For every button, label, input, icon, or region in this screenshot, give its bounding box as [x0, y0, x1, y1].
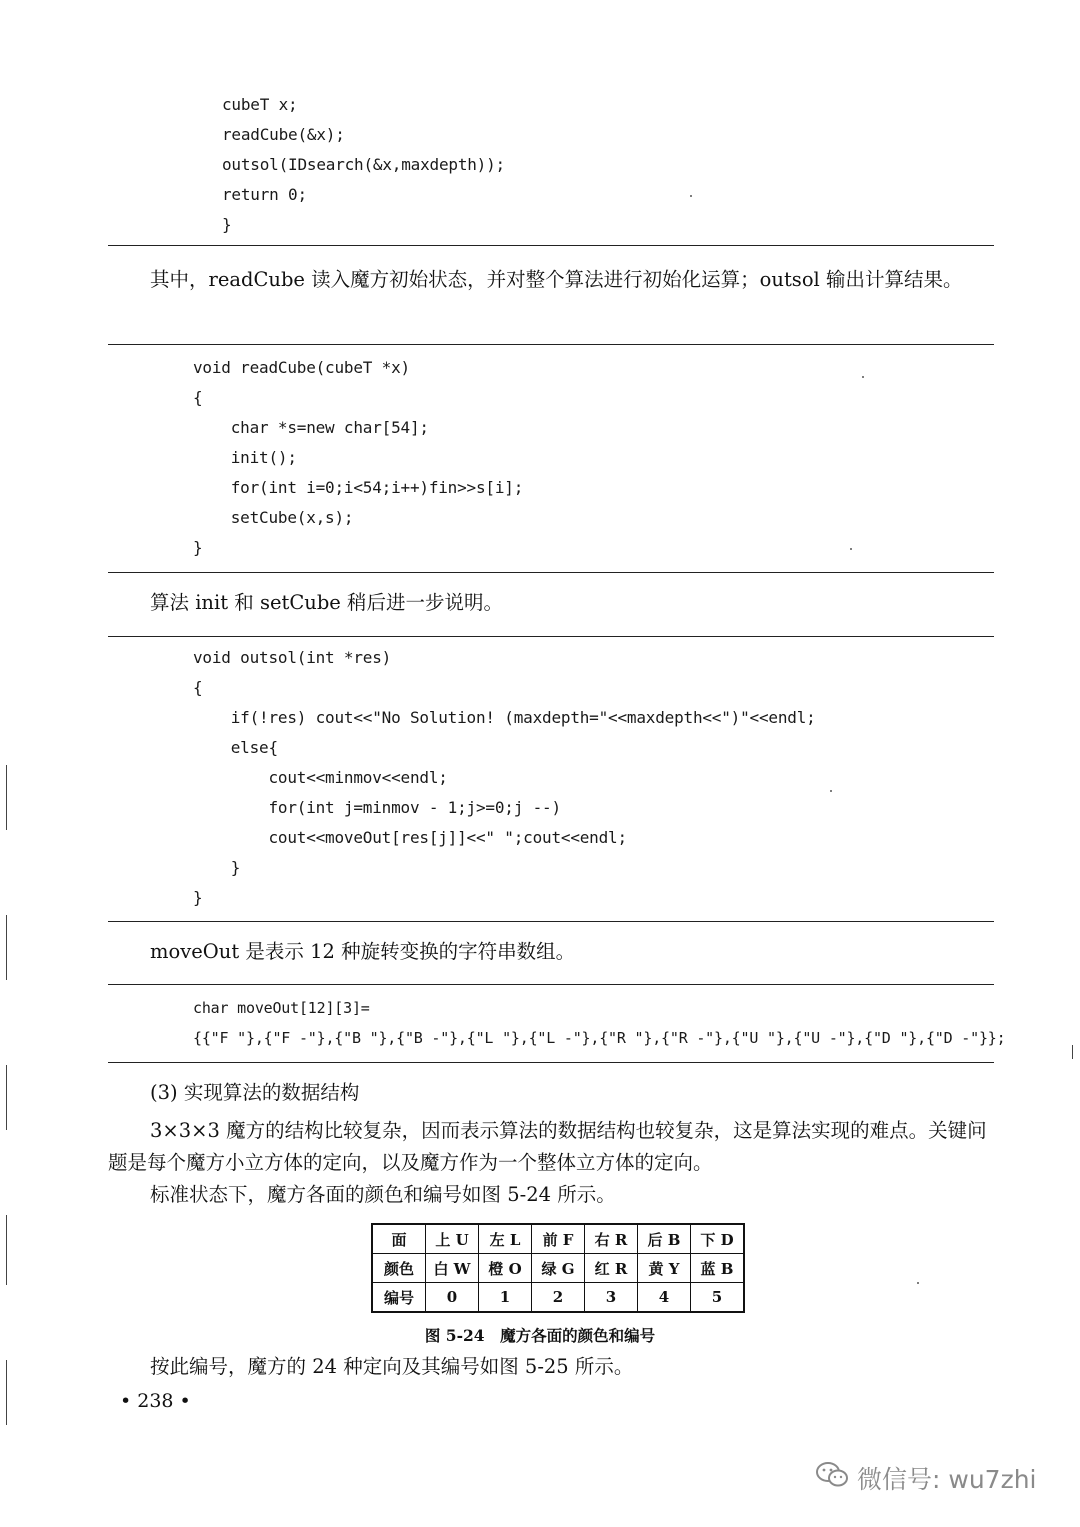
table-cell: 白 W — [426, 1254, 479, 1283]
face-color-table — [371, 1223, 745, 1313]
paragraph-standard-state: 标准状态下，魔方各面的颜色和编号如图 5-24 所示。 — [150, 1183, 616, 1206]
rule — [108, 245, 994, 246]
table-cell: 黄 Y — [638, 1254, 691, 1283]
code-block-readcube: void readCube(cubeT *x) { char *s=new char[54]; init(); for(int i=0;i<54;i++)fin>>s[i]; setCube(x,s); } — [193, 358, 524, 557]
scan-speck — [850, 548, 852, 550]
table-cell: 橙 O — [479, 1254, 532, 1283]
scan-speck — [690, 195, 692, 197]
table-cell: 0 — [426, 1283, 479, 1313]
table-row — [372, 1224, 744, 1254]
table-cell: 3 — [585, 1283, 638, 1313]
scan-speck — [917, 1282, 919, 1284]
rule — [108, 1062, 994, 1063]
paragraph-moveout: moveOut 是表示 12 种旋转变换的字符串数组。 — [150, 940, 576, 963]
scan-speck — [862, 376, 864, 378]
table-cell: 下 D — [691, 1224, 745, 1254]
rule — [108, 636, 994, 637]
scan-edge-mark — [6, 765, 7, 830]
table-row-header: 编号 — [372, 1283, 426, 1313]
table-cell: 2 — [532, 1283, 585, 1313]
code-block-main-tail: cubeT x; readCube(&x); outsol(IDsearch(&x,maxdepth)); return 0; } — [222, 95, 505, 234]
table-cell: 红 R — [585, 1254, 638, 1283]
figure-caption: 图 5-24 魔方各面的颜色和编号 — [424, 1326, 656, 1345]
table-cell: 后 B — [638, 1224, 691, 1254]
paragraph-init-setcube: 算法 init 和 setCube 稍后进一步说明。 — [150, 591, 504, 614]
scan-edge-mark — [1072, 1045, 1073, 1059]
table-row-header: 颜色 — [372, 1254, 426, 1283]
table-cell: 5 — [691, 1283, 745, 1313]
section-heading: (3) 实现算法的数据结构 — [150, 1081, 360, 1104]
scan-edge-mark — [6, 1065, 7, 1130]
scan-edge-mark — [6, 1215, 7, 1285]
paragraph-readcube-outsol: 其中，readCube 读入魔方初始状态，并对整个算法进行初始化运算；outsol 输出计算结果。 — [150, 268, 963, 291]
rule — [108, 344, 994, 345]
watermark-text: 微信号: wu7zhi — [857, 1465, 1037, 1494]
rule — [108, 572, 994, 573]
watermark — [815, 1460, 1036, 1496]
table-cell: 4 — [638, 1283, 691, 1313]
rule — [108, 984, 994, 985]
wechat-icon — [815, 1460, 849, 1496]
table-row-header: 面 — [372, 1224, 426, 1254]
paragraph-orientations: 按此编号，魔方的 24 种定向及其编号如图 5-25 所示。 — [150, 1355, 634, 1378]
code-block-outsol: void outsol(int *res) { if(!res) cout<<"No Solution! (maxdepth="<<maxdepth<<")"<<endl; else{ cout<<minmov<<endl; for(int j=minmov - 1;j>=0;j --) cout<<moveOut[res[j]]<<" ";cout<<endl; } } — [193, 648, 816, 907]
table-row — [372, 1283, 744, 1313]
table-cell: 上 U — [426, 1224, 479, 1254]
table-row — [372, 1254, 744, 1283]
scan-edge-mark — [6, 1360, 7, 1425]
table-cell: 右 R — [585, 1224, 638, 1254]
table-cell: 蓝 B — [691, 1254, 745, 1283]
table-cell: 1 — [479, 1283, 532, 1313]
page-number: • 238 • — [120, 1390, 191, 1412]
table-cell: 前 F — [532, 1224, 585, 1254]
rule — [108, 921, 994, 922]
table-cell: 左 L — [479, 1224, 532, 1254]
scan-speck — [830, 790, 832, 792]
table-cell: 绿 G — [532, 1254, 585, 1283]
paragraph-data-structure: 3×3×3 魔方的结构比较复杂，因而表示算法的数据结构也较复杂，这是算法实现的难点。关键问题是每个魔方小立方体的定向，以及魔方作为一个整体立方体的定向。 — [108, 1119, 987, 1174]
scan-edge-mark — [6, 915, 7, 980]
code-block-moveout: char moveOut[12][3]= {{"F "},{"F -"},{"B "},{"B -"},{"L "},{"L -"},{"R "},{"R -"},{"U "},{"U -"},{"D "},{"D -"}}; — [193, 999, 1006, 1047]
